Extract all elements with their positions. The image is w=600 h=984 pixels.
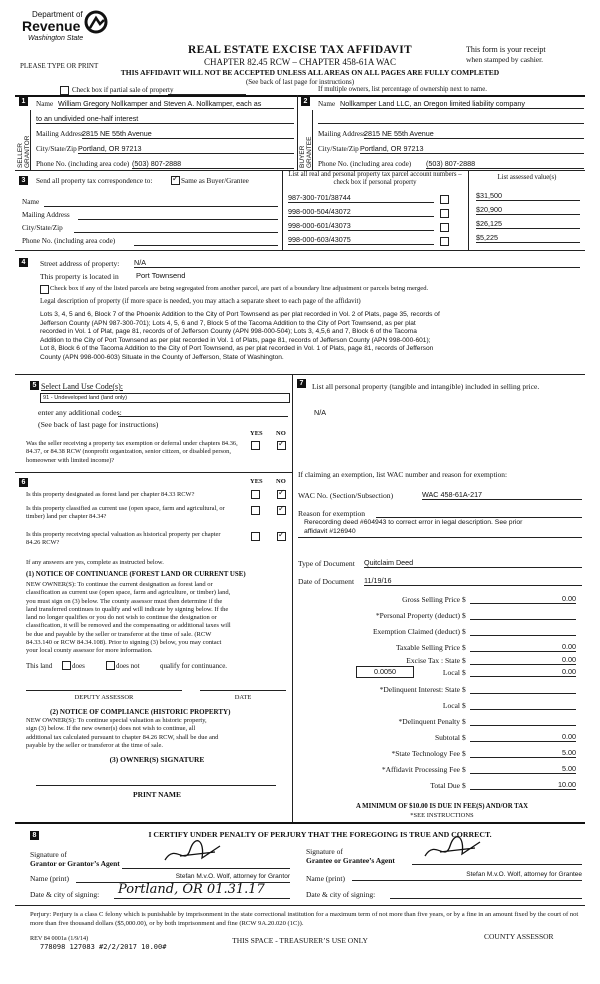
dollar-sign: $ — [462, 595, 466, 604]
corr-city-label: City/State/Zip — [22, 224, 63, 232]
owners-signature-label: (3) OWNER(S) SIGNATURE — [109, 755, 205, 764]
subtotal-label: Subtotal — [434, 733, 460, 742]
grantor-name-label: Name (print) — [30, 874, 69, 883]
dept-line1: Department of — [32, 10, 83, 19]
see-back-note: (See back of last page for instructions) — [38, 420, 159, 429]
buyer-phone-label: Phone No. (including area code) — [318, 160, 412, 168]
dollar-sign: $ — [462, 765, 466, 774]
notice1-line: 84.33.140 or RCW 84.34.108). Prior to signing (3) below, you may contact — [26, 639, 222, 647]
excise-tax-state-label: Excise Tax : State — [406, 656, 460, 665]
grantee-date-city-label: Date & city of signing: — [306, 890, 376, 899]
buyer-city-label: City/State/Zip — [318, 145, 359, 153]
notice2-line: payable by the seller or transferor at the time of sale. — [26, 741, 163, 749]
document-date-field[interactable]: 11/19/16 — [364, 576, 582, 586]
assessed-value-2[interactable]: $20,900 — [476, 205, 580, 215]
page-subtitle: CHAPTER 82.45 RCW – CHAPTER 458-61A WAC — [204, 57, 396, 67]
seller-grantor-label: SELLER GRANTOR — [17, 135, 31, 168]
personal-property-value[interactable]: N/A — [314, 408, 326, 417]
exemption-claim-label: If claiming an exemption, list WAC number and reason for exemption: — [298, 470, 508, 479]
partial-sale-checkbox[interactable] — [60, 86, 69, 95]
does-checkbox[interactable] — [62, 661, 71, 670]
form-number: REV 84 0001a (1/9/14) — [30, 935, 89, 942]
parcel-3-personal-checkbox[interactable] — [440, 223, 449, 232]
excise-tax-local-field[interactable]: 0.00 — [470, 667, 576, 677]
corr-phone-label: Phone No. (including area code) — [22, 237, 116, 245]
department-logo — [20, 8, 100, 48]
buyer-mailing-label: Mailing Address — [318, 130, 366, 138]
grantee-signature-label-1: Signature of — [306, 847, 343, 856]
multiple-owners-note: If multiple owners, list percentage of ownership next to name. — [318, 86, 487, 93]
section-3-number: 3 — [19, 176, 28, 185]
assessed-value-4[interactable]: $5,225 — [476, 233, 580, 243]
reason-value-line-2[interactable]: affidavit #126940 — [304, 528, 356, 535]
current-use-question: Is this property classified as current use (open space, farm and agricultural, or timber) land per chapter 84.34? — [26, 505, 225, 521]
treasurer-use-label: THIS SPACE - TREASURER’S USE ONLY — [232, 936, 368, 945]
section-8-number: 8 — [30, 831, 39, 840]
historic-no-checkbox[interactable] — [277, 532, 286, 541]
buyer-phone-field[interactable]: (503) 807-2888 — [426, 159, 584, 169]
wac-field[interactable]: WAC 458-61A-217 — [422, 490, 582, 500]
section-7-number: 7 — [297, 379, 306, 388]
parcel-number-1[interactable]: 987-300-701/38744 — [288, 193, 434, 203]
seller-mailing-field[interactable]: 2815 NE 55th Avenue — [82, 129, 294, 139]
forest-no-checkbox[interactable] — [277, 490, 286, 499]
dept-line2: Revenue — [22, 18, 81, 34]
cashier-stamp: 778098 127083 #2/2/2017 10.00# — [40, 943, 167, 951]
assessed-value-header: List assessed value(s) — [497, 174, 557, 181]
affidavit-processing-fee-label: *Affidavit Processing Fee — [381, 765, 460, 774]
parcel-4-personal-checkbox[interactable] — [440, 237, 449, 246]
additional-codes-label: enter any additional codes: — [38, 408, 122, 417]
affidavit-processing-fee-field[interactable]: 5.00 — [470, 764, 576, 774]
reason-label: Reason for exemption — [298, 509, 366, 518]
delinquent-interest-state-field[interactable] — [470, 684, 576, 694]
receipt-note-1: This form is your receipt — [466, 45, 546, 54]
state-technology-fee-field[interactable]: 5.00 — [470, 748, 576, 758]
print-name-label: PRINT NAME — [133, 790, 181, 799]
dept-line3: Washington State — [28, 35, 84, 42]
this-land-label: This land — [26, 662, 53, 670]
dollar-sign: $ — [462, 733, 466, 742]
forest-yes-checkbox[interactable] — [251, 490, 260, 499]
total-due-label: Total Due — [430, 781, 460, 790]
notice1-line: land no longer qualifies or you do not wish to continue the designation or — [26, 614, 217, 622]
grantor-name-field[interactable]: Stefan M.v.O. Wolf, attorney for Grantor — [76, 873, 290, 883]
notice2-line: NEW OWNER(S): To continue special valuation as historic property, — [26, 717, 207, 724]
notice1-line: you must sign on (3) below. The county assessor must then determine if the — [26, 597, 223, 605]
parcel-2-personal-checkbox[interactable] — [440, 209, 449, 218]
receipt-note-2: when stamped by cashier. — [466, 55, 544, 64]
historic-question: Is this property receiving special valuation as historical property per chapter 84.26 RCW? — [26, 531, 221, 547]
seller-city-field[interactable]: Portland, OR 97213 — [78, 144, 294, 154]
grantor-signature-label-1: Signature of — [30, 850, 67, 859]
section-2-number: 2 — [301, 97, 310, 106]
notice1-line: your local county assessor for more information. — [26, 647, 153, 655]
seller-name-field-2[interactable]: to an undivided one-half interest — [36, 114, 294, 124]
seller-city-label: City/State/Zip — [36, 145, 77, 153]
legal-description-label: Legal description of property (if more space is needed, you may attach a separate sheet to each page of the affidavit) — [40, 298, 361, 305]
street-address-label: Street address of property: — [40, 259, 120, 268]
taxable-selling-price-label: Taxable Selling Price — [395, 643, 460, 652]
corr-mailing-label: Mailing Address — [22, 211, 70, 219]
dollar-sign: $ — [462, 668, 466, 677]
see-instructions-note: *SEE INSTRUCTIONS — [410, 812, 474, 819]
forest-land-question: Is this property designated as forest land per chapter 84.33 RCW? — [26, 491, 195, 498]
if-yes-note: If any answers are yes, complete as instructed below. — [26, 559, 164, 566]
notice1-line: land transferred continues to qualify and will indicate by signing below. If the — [26, 605, 229, 613]
exemption-claimed-field[interactable] — [470, 626, 576, 636]
grantee-signature-label-2: Grantee or Grantee’s Agent — [306, 856, 395, 865]
instructions-note: (See back of last page for instructions) — [245, 78, 355, 86]
legal-line-2: Jefferson County (APN 987-300-701); Lots 4, 5, 6 and 7, Block 5 of the Tacoma Addition to the City of Port Townsend, as per plat — [40, 319, 416, 327]
does-not-label: does not — [116, 662, 140, 670]
delinquent-interest-state-label: *Delinquent Interest: State — [379, 685, 460, 694]
tax-exemption-question: Was the seller receiving a property tax exemption or deferral under chapters 84.36, 84.37, or 84.38 RCW (nonprofit organization, senior citizen, or disabled person, homeowner with limited income)? — [26, 440, 238, 464]
same-as-buyer-label: Same as Buyer/Grantee — [181, 177, 249, 185]
dollar-sign: $ — [462, 685, 466, 694]
dollar-sign: $ — [462, 781, 466, 790]
gross-selling-price-field[interactable]: 0.00 — [470, 594, 576, 604]
seller-name-field[interactable]: William Gregory Nollkamper and Steven A. Nollkamper, each as — [58, 99, 294, 109]
warning-text: THIS AFFIDAVIT WILL NOT BE ACCEPTED UNLESS ALL AREAS ON ALL PAGES ARE FULLY COMPLETED — [120, 68, 500, 77]
date-label: DATE — [234, 694, 252, 701]
deputy-assessor-label: DEPUTY ASSESSOR — [74, 694, 134, 701]
legal-line-3: recorded in Vol. 1 of Plat, page 81, records of of Jefferson County (APN 998-000-504); Lots 3, 4,5,6 and 7, Block 6 of the Tacoma — [40, 328, 417, 336]
parcel-number-4[interactable]: 998-000-603/43075 — [288, 235, 434, 245]
dollar-sign: $ — [462, 749, 466, 758]
legal-line-6: County (APN 998-000-603) Situate in the County of Jefferson, State of Washington. — [40, 353, 284, 361]
grantor-date-city-value: Portland, OR 01.31.17 — [118, 882, 265, 897]
notice-compliance-title: (2) NOTICE OF COMPLIANCE (HISTORIC PROPERTY) — [50, 708, 231, 716]
notice1-line: classification as current use (open space, farm and agriculture, or timber) land, — [26, 589, 231, 597]
personal-property-deduct-field[interactable] — [470, 610, 576, 620]
delinquent-penalty-field[interactable] — [470, 716, 576, 726]
grantor-signature[interactable] — [160, 838, 230, 868]
gross-selling-price-label: Gross Selling Price — [402, 595, 460, 604]
corr-name-label: Name — [22, 198, 40, 206]
document-date-label: Date of Document — [298, 577, 355, 586]
current-use-no-checkbox[interactable] — [277, 506, 286, 515]
type-or-print: PLEASE TYPE OR PRINT — [20, 62, 99, 70]
county-assessor-label: COUNTY ASSESSOR — [484, 932, 554, 941]
notice1-line: be due and payable by the seller or transferor at the time of sale. (RCW — [26, 630, 212, 638]
notice2-line: sign (3) below. If the new owner(s) does not wish to continue, all — [26, 725, 196, 733]
delinquent-interest-local-label: Local — [442, 701, 460, 710]
excise-tax-state-field[interactable]: 0.00 — [470, 655, 576, 665]
grantee-name-field[interactable]: Stefan M.v.O. Wolf, attorney for Grantee — [352, 871, 582, 881]
land-use-select[interactable]: 91 - Undeveloped land (land only) — [40, 393, 290, 403]
grantee-signature[interactable] — [420, 834, 490, 864]
dollar-sign: $ — [462, 701, 466, 710]
notice-continuance-text — [26, 581, 288, 656]
does-label: does — [72, 662, 85, 670]
historic-yes-checkbox[interactable] — [251, 532, 260, 541]
taxable-selling-price-field[interactable]: 0.00 — [470, 642, 576, 652]
buyer-mailing-field[interactable]: 2815 NE 55th Avenue — [364, 129, 584, 139]
dollar-sign: $ — [462, 656, 466, 665]
land-use-label: Select Land Use Code(s): — [41, 382, 123, 391]
section-1-number: 1 — [19, 97, 28, 106]
personal-property-deduct-label: *Personal Property (deduct) — [375, 611, 460, 620]
buyer-name-label: Name — [318, 100, 336, 108]
legal-line-4: Addition to the City of Port Townsend as per plat recorded in Vol. 1 of Plats, page 81, records of Jefferson County (APN 998-000-601); — [40, 336, 431, 344]
section-4-number: 4 — [19, 258, 28, 267]
legal-line-1: Lots 3, 4, 5 and 6, Block 7 of the Phoenix Addition to the City of Port Townsend as per plat recorded in Vol. 2 of Plats, page 35, records of — [40, 311, 440, 318]
dollar-sign: $ — [462, 627, 466, 636]
yes-header-5: YES — [250, 430, 263, 437]
exemption-yes-checkbox[interactable] — [251, 441, 260, 450]
revenue-logo-icon — [84, 10, 108, 36]
exemption-no-checkbox[interactable] — [277, 441, 286, 450]
reason-value-line-1[interactable]: Rerecording deed #604943 to correct error in legal description. See prior — [304, 519, 523, 526]
total-due-field[interactable]: 10.00 — [470, 780, 576, 790]
legal-line-5: Lot 8, Block 6 of the Tacoma Addition to the City of Port Townsend, as per plat recorded in Vol. 1 of Plats, page 81, records of Jefferson — [40, 345, 434, 353]
seller-phone-field[interactable]: (503) 807-2888 — [132, 159, 294, 169]
delinquent-interest-local-field[interactable] — [470, 700, 576, 710]
wac-label: WAC No. (Section/Subsection) — [298, 491, 394, 500]
segregated-label: Check box if any of the listed parcels are being segregated from another parcel, are part of a boundary line adjustment or parcels being merged. — [50, 285, 429, 292]
does-not-checkbox[interactable] — [106, 661, 115, 670]
buyer-name-field[interactable]: Nollkamper Land LLC, an Oregon limited liability company — [340, 99, 584, 109]
section-6-number: 6 — [19, 478, 28, 487]
legal-description-text[interactable] — [40, 311, 585, 363]
dollar-sign: $ — [462, 717, 466, 726]
qualify-label: qualify for continuance. — [160, 662, 228, 670]
located-in-value[interactable]: Port Townsend — [136, 271, 186, 280]
minimum-fee-note: A MINIMUM OF $10.00 IS DUE IN FEE(S) AND/OR TAX — [355, 803, 529, 810]
parcel-number-3[interactable]: 998-000-601/43073 — [288, 221, 434, 231]
parcel-1-personal-checkbox[interactable] — [440, 195, 449, 204]
notice2-line: additional tax calculated pursuant to chapter 84.26 RCW, shall be due and — [26, 733, 219, 741]
local-rate-box[interactable]: 0.0050 — [356, 666, 414, 678]
document-type-label: Type of Document — [298, 559, 355, 568]
subtotal-field[interactable]: 0.00 — [470, 732, 576, 742]
dollar-sign: $ — [462, 643, 466, 652]
grantee-name-label: Name (print) — [306, 874, 345, 883]
assessed-value-1[interactable]: $31,500 — [476, 191, 580, 201]
section-5-number: 5 — [30, 381, 39, 390]
notice1-line: classification, it will be removed and the compensating or additional taxes will — [26, 622, 231, 630]
parcel-header: List all real and personal property tax parcel account numbers – check box if personal property — [288, 171, 462, 186]
segregated-checkbox[interactable] — [40, 285, 49, 294]
notice-continuance-title: (1) NOTICE OF CONTINUANCE (FOREST LAND OR CURRENT USE) — [26, 571, 246, 578]
buyer-grantee-label: BUYER GRANTEE — [299, 136, 313, 168]
same-as-buyer-checkbox[interactable] — [171, 176, 180, 185]
page-title: REAL ESTATE EXCISE TAX AFFIDAVIT — [188, 44, 412, 56]
seller-mailing-label: Mailing Address — [36, 130, 84, 138]
parcel-number-2[interactable]: 998-000-504/43072 — [288, 207, 434, 217]
delinquent-penalty-label: *Delinquent Penalty — [398, 717, 460, 726]
send-correspondence-label: Send all property tax correspondence to: — [36, 177, 153, 185]
notice-compliance-text — [26, 717, 288, 750]
personal-property-label: List all personal property (tangible and intangible) included in selling price. — [312, 382, 540, 391]
excise-tax-local-label: Local — [442, 668, 460, 677]
seller-name-label: Name — [36, 100, 54, 108]
current-use-yes-checkbox[interactable] — [251, 506, 260, 515]
notice1-line: NEW OWNER(S): To continue the current designation as forest land or — [26, 581, 213, 588]
street-address-field[interactable]: N/A — [134, 258, 580, 268]
partial-sale-label: Check box if partial sale of property — [72, 86, 174, 94]
located-in-label: This property is located in — [40, 272, 119, 281]
certify-statement: I CERTIFY UNDER PENALTY OF PERJURY THAT THE FOREGOING IS TRUE AND CORRECT. — [148, 830, 492, 839]
exemption-claimed-label: Exemption Claimed (deduct) — [372, 627, 460, 636]
state-technology-fee-label: *State Technology Fee — [391, 749, 460, 758]
grantor-signature-label-2: Grantor or Grantor’s Agent — [30, 859, 120, 868]
seller-phone-label: Phone No. (including area code) — [36, 160, 130, 168]
no-header-5: NO — [276, 430, 286, 437]
perjury-notice: Perjury: Perjury is a class C felony which is punishable by imprisonment in the state correctional institution for a maximum term of not more than five years, or by a fine in an amount fixed by the court of not more than five thousand dollars ($5,000.00), or by both imprisonment and fine (RCW 9A.20.020 (1C)). — [30, 911, 579, 927]
yes-header-6: YES — [250, 478, 263, 485]
buyer-city-field[interactable]: Portland, OR 97213 — [360, 144, 584, 154]
no-header-6: NO — [276, 478, 286, 485]
assessed-value-3[interactable]: $26,125 — [476, 219, 580, 229]
document-type-field[interactable]: Quitclaim Deed — [364, 558, 582, 568]
grantor-date-city-label: Date & city of signing: — [30, 890, 100, 899]
dollar-sign: $ — [462, 611, 466, 620]
